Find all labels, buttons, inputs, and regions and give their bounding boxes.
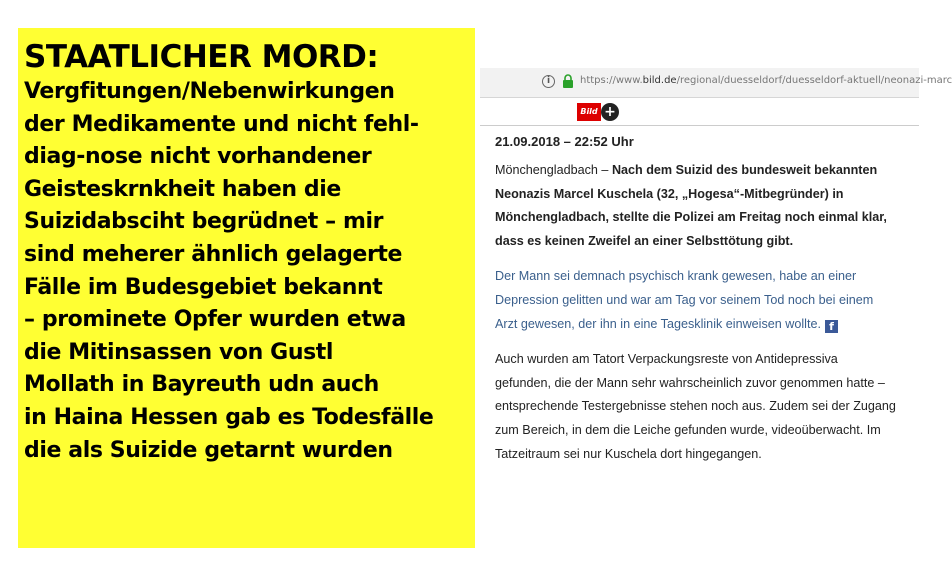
article-paragraph [495, 348, 915, 466]
paragraph-line: Auch wurden am Tatort Verpackungsreste von Antidepressiva [495, 352, 838, 367]
annotation-line: in Haina Hessen gab es Todesfälle [24, 404, 434, 430]
annotation-line: Fälle im Budesgebiet bekannt [24, 274, 383, 300]
paragraph-line: Tatzeitraum sei nur Kuschela dort hingegangen. [495, 446, 762, 461]
annotation-panel [18, 28, 475, 548]
article-lead [495, 159, 915, 253]
paragraph-line: Arzt gewesen, der ihn in eine Tagesklinik einweisen wollte. [495, 316, 821, 331]
annotation-title: STAATLICHER MORD: [24, 39, 379, 75]
lock-icon [562, 74, 574, 88]
annotation-line: die Mitinsassen von Gustl [24, 339, 334, 365]
bild-plus-icon[interactable]: + [601, 103, 619, 121]
article-quote-paragraph [495, 265, 915, 336]
annotation-line: Vergfitungen/Nebenwirkungen [24, 79, 395, 104]
bild-logo[interactable]: Bild [577, 103, 601, 121]
lead-place: Mönchengladbach – [495, 163, 612, 177]
url-prefix: https://www. [580, 75, 643, 86]
paragraph-line: gefunden, die der Mann sehr wahrscheinlich zuvor genommen hatte – [495, 375, 885, 390]
annotation-line: sind meherer ähnlich gelagerte [24, 241, 403, 267]
annotation-line: diag-nose nicht vorhandener [24, 144, 372, 170]
lead-line: Nach dem Suizid des bundesweit bekannten [611, 163, 878, 177]
paragraph-line: Der Mann sei demnach psychisch krank gewesen, habe an einer [495, 269, 857, 284]
paragraph-line: entsprechende Testergebnisse stehen noch aus. Zudem sei der Zugang [495, 399, 896, 414]
annotation-line: Mollath in Bayreuth udn auch [24, 372, 379, 398]
annotation-line: – prominete Opfer wurden etwa [24, 307, 406, 333]
site-header [480, 99, 919, 126]
lead-line: Mönchengladbach, stellte die Polizei am Freitag noch einmal klar, [495, 210, 887, 225]
lead-line: dass es keinen Zweifel an einer Selbsttötung gibt. [495, 233, 794, 248]
annotation-line: Suizidabsciht begrüdnet – mir [24, 209, 384, 235]
annotation-line: Geisteskrnkheit haben die [24, 176, 341, 202]
url-host: bild.de [642, 75, 677, 86]
url-text[interactable] [580, 75, 952, 86]
annotation-line: der Medikamente und nicht fehl- [24, 111, 419, 137]
address-bar[interactable] [480, 68, 952, 98]
article-screenshot [480, 68, 952, 508]
paragraph-line: zum Bereich, in dem die Leiche gefunden wurde, videoüberwacht. Im [495, 422, 881, 437]
lead-line: Neonazis Marcel Kuschela (32, „Hogesa“-Mitbegründer) in [495, 186, 844, 201]
article-dateline: 21.09.2018 – 22:52 Uhr [495, 134, 634, 149]
url-path: /regional/duesseldorf/duesseldorf-aktuell/neonazi-marc [676, 75, 952, 86]
info-icon[interactable]: i [542, 75, 555, 88]
article-body [495, 134, 915, 466]
facebook-icon[interactable]: f [825, 320, 838, 333]
annotation-line: die als Suizide getarnt wurden [24, 437, 393, 463]
paragraph-line: Depression gelitten und war am Tag vor seinem Tod noch bei einem [495, 292, 874, 307]
